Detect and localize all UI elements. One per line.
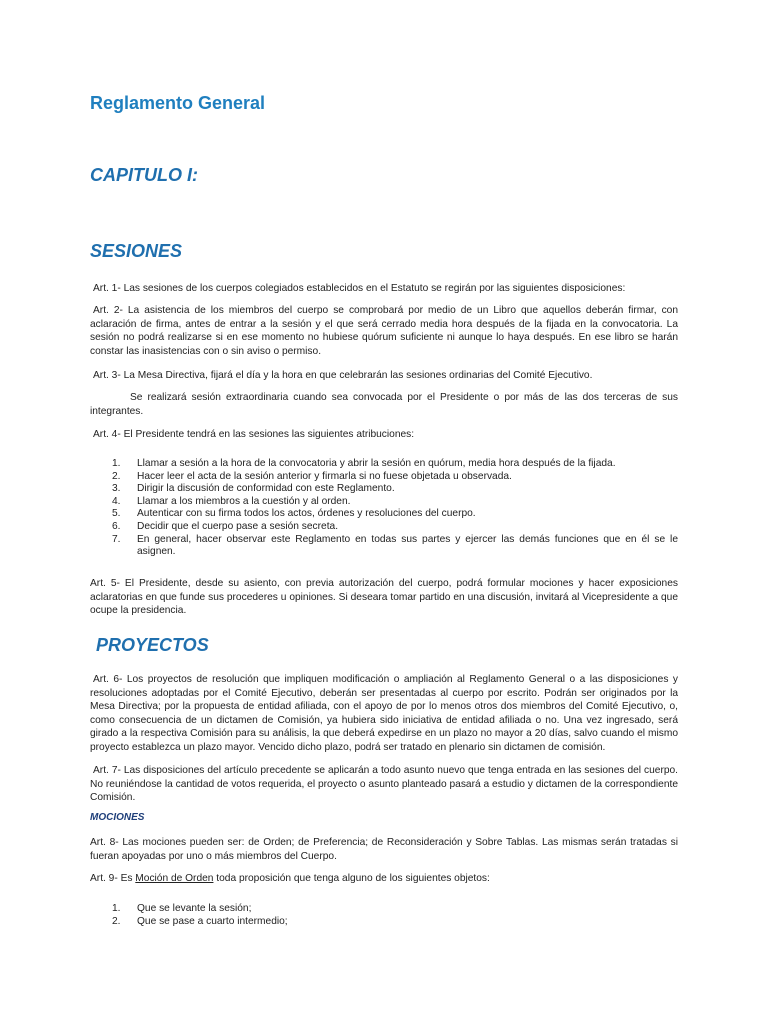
article-5: Art. 5- El Presidente, desde su asiento, con previa autorización del cuerpo, podrá formular mociones y hacer exposiciones aclaratorias en que funde sus procederes u opiniones. Si deseara tomar partido en una discusión, invitará al Vicepresidente a que ocupe la presidencia. bbox=[90, 578, 678, 617]
list-item: 4. Llamar a los miembros a la cuestión y al orden. bbox=[112, 495, 351, 507]
list-item: 3. Dirigir la discusión de conformidad con este Reglamento. bbox=[112, 483, 395, 495]
list-item: 1. Que se levante la sesión; bbox=[112, 903, 252, 914]
section-heading-proyectos: PROYECTOS bbox=[96, 635, 209, 655]
article-2: Art. 2- La asistencia de los miembros del cuerpo se comprobará por medio de un Libro que aquellos deberán firmar, con aclaración de firma, antes de entrar a la sesión y el que será cerrado media hora después de la fijada en la convocatoria. La sesión no podrá realizarse si en ese momento no hubiese quórum suficiente ni aunque lo haya después. En ese libro se harán constar las inasistencias con o sin aviso o permiso. bbox=[90, 305, 678, 357]
list-item: 6. Decidir que el cuerpo pase a sesión secreta. bbox=[112, 520, 339, 532]
list-item: 5. Autenticar con su firma todos los actos, órdenes y resoluciones del cuerpo. bbox=[112, 508, 476, 520]
list-item: 7. En general, hacer observar este Reglamento en todas sus partes y ejercer las demás funciones que en él se le asignen. bbox=[112, 533, 678, 558]
article-3: Art. 3- La Mesa Directiva, fijará el día y la hora en que celebrarán las sesiones ordinarias del Comité Ejecutivo. bbox=[93, 370, 593, 381]
article-3-extra: Se realizará sesión extraordinaria cuando sea convocada por el Presidente o por más de las dos terceras de sus integrantes. bbox=[90, 392, 678, 417]
article-1: Art. 1- Las sesiones de los cuerpos colegiados establecidos en el Estatuto se regirán por las siguientes disposiciones: bbox=[93, 283, 626, 294]
mocion-de-orden-term: Moción de Orden bbox=[135, 873, 214, 884]
chapter-heading: CAPITULO I: bbox=[90, 165, 198, 185]
list-item: 2. Que se pase a cuarto intermedio; bbox=[112, 915, 288, 927]
article-7: Art. 7- Las disposiciones del artículo precedente se aplicarán a todo asunto nuevo que tenga entrada en las sesiones del cuerpo. No reuniéndose la cantidad de votos requerida, el proyecto o asunto planteado pasará a estudio y dictamen de la correspondiente Comisión. bbox=[90, 765, 678, 804]
document-title: Reglamento General bbox=[90, 93, 266, 113]
article-9-list bbox=[112, 903, 678, 928]
subheading-mociones: MOCIONES bbox=[90, 812, 145, 823]
article-6: Art. 6- Los proyectos de resolución que impliquen modificación o ampliación al Reglamento General o a las disposiciones y resoluciones adoptadas por el Comité Ejecutivo, deberán ser presentadas al cuerpo por escrito. Podrán ser originados por la Mesa Directiva; por la propuesta de entidad afiliada, con el apoyo de por lo menos otros dos miembros del Comité Ejecutivo, o, como consecuencia de un dictamen de Comisión, ya hubiera sido iniciativa de entidad afiliada o no. Una vez ingresado, será girado a la respectiva Comisión para su análisis, la que deberá expedirse en un plazo no mayor a 20 días, salvo cuando el mismo proyecto establezca un plazo mayor. Vencido dicho plazo, podrá ser tratado en plenario sin dictamen de comisión. bbox=[90, 674, 678, 753]
article-4-list bbox=[112, 458, 678, 559]
section-heading-sesiones: SESIONES bbox=[90, 241, 183, 261]
article-8: Art. 8- Las mociones pueden ser: de Orden; de Preferencia; de Reconsideración y Sobre Tablas. Las mismas serán tratadas si fueran apoyadas por uno o más miembros del Cuerpo. bbox=[90, 837, 678, 862]
list-item: 1. Llamar a sesión a la hora de la convocatoria y abrir la sesión en quórum, media hora después de la fijada. bbox=[112, 458, 616, 469]
list-item: 2. Hacer leer el acta de la sesión anterior y firmarla si no fuese objetada u observada. bbox=[112, 470, 512, 482]
article-4: Art. 4- El Presidente tendrá en las sesiones las siguientes atribuciones: bbox=[93, 429, 415, 440]
article-9: Art. 9- Es Moción de Orden toda proposición que tenga alguno de los siguientes objetos: bbox=[90, 873, 490, 884]
